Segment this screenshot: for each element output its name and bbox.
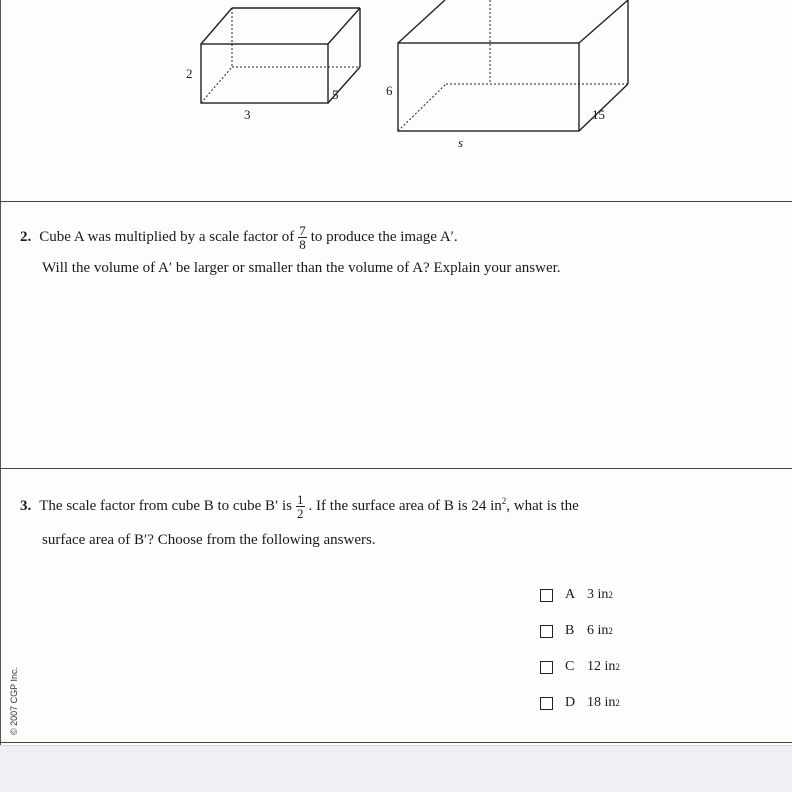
question-2-line-2: Will the volume of A′ be larger or smaller than the volume of A? Explain your answer. [42, 260, 561, 276]
choice-letter: C [565, 659, 575, 674]
fraction-denominator: 2 [297, 506, 304, 521]
copyright-notice: © 2007 CGP Inc. [9, 666, 19, 735]
small-depth-label: 5 [332, 87, 339, 102]
question-2-line-1 [20, 224, 458, 251]
small-width-label: 3 [244, 107, 251, 122]
section-divider-2 [0, 468, 792, 469]
checkbox[interactable] [540, 661, 553, 674]
checkbox[interactable] [540, 625, 553, 638]
prism-figure [170, 0, 650, 160]
question-3-line-1 [20, 493, 579, 520]
section-divider-1 [0, 201, 792, 202]
question-2-number: 2. [20, 228, 32, 245]
question-2-text-a: Cube A was multiplied by a scale factor of [39, 228, 295, 245]
choice-value: 12 in [587, 659, 616, 674]
large-width-label: s [458, 135, 464, 150]
superscript: 2 [501, 495, 507, 506]
large-height-label: 6 [386, 83, 393, 98]
question-3-text-c: , what is the [506, 497, 579, 514]
choice-b[interactable]: B 6 in 2 [540, 620, 620, 642]
small-height-label: 2 [186, 66, 193, 81]
choice-letter: D [565, 695, 576, 710]
choice-a[interactable]: A 3 in 2 [540, 584, 620, 606]
choice-value: 3 in [587, 587, 609, 602]
question-3-fraction [296, 493, 305, 520]
bottom-panel [0, 745, 792, 792]
answer-choices [540, 584, 620, 728]
prisms-drawing [170, 0, 650, 160]
choice-value: 6 in [587, 623, 609, 638]
checkbox[interactable] [540, 697, 553, 710]
fraction-numerator: 7 [299, 223, 306, 238]
question-3-line-2: surface area of B′? Choose from the following answers. [42, 532, 376, 548]
question-3-text-b: . If the surface area of B is 24 in [308, 497, 502, 514]
choice-letter: B [565, 623, 575, 638]
question-3-text-a: The scale factor from cube B to cube B′ is [39, 497, 293, 514]
choice-d[interactable]: D 18 in 2 [540, 692, 620, 714]
checkbox[interactable] [540, 589, 553, 602]
question-2-text-b: to produce the image A′. [310, 228, 458, 245]
choice-letter: A [565, 587, 576, 602]
question-2-fraction [298, 224, 307, 251]
fraction-numerator: 1 [297, 492, 304, 507]
question-3-number: 3. [20, 497, 32, 514]
large-depth-label: 15 [592, 107, 605, 122]
left-border [0, 0, 1, 745]
choice-value: 18 in [587, 695, 616, 710]
section-divider-3 [0, 742, 792, 743]
fraction-denominator: 8 [299, 237, 306, 252]
choice-c[interactable]: C 12 in 2 [540, 656, 620, 678]
